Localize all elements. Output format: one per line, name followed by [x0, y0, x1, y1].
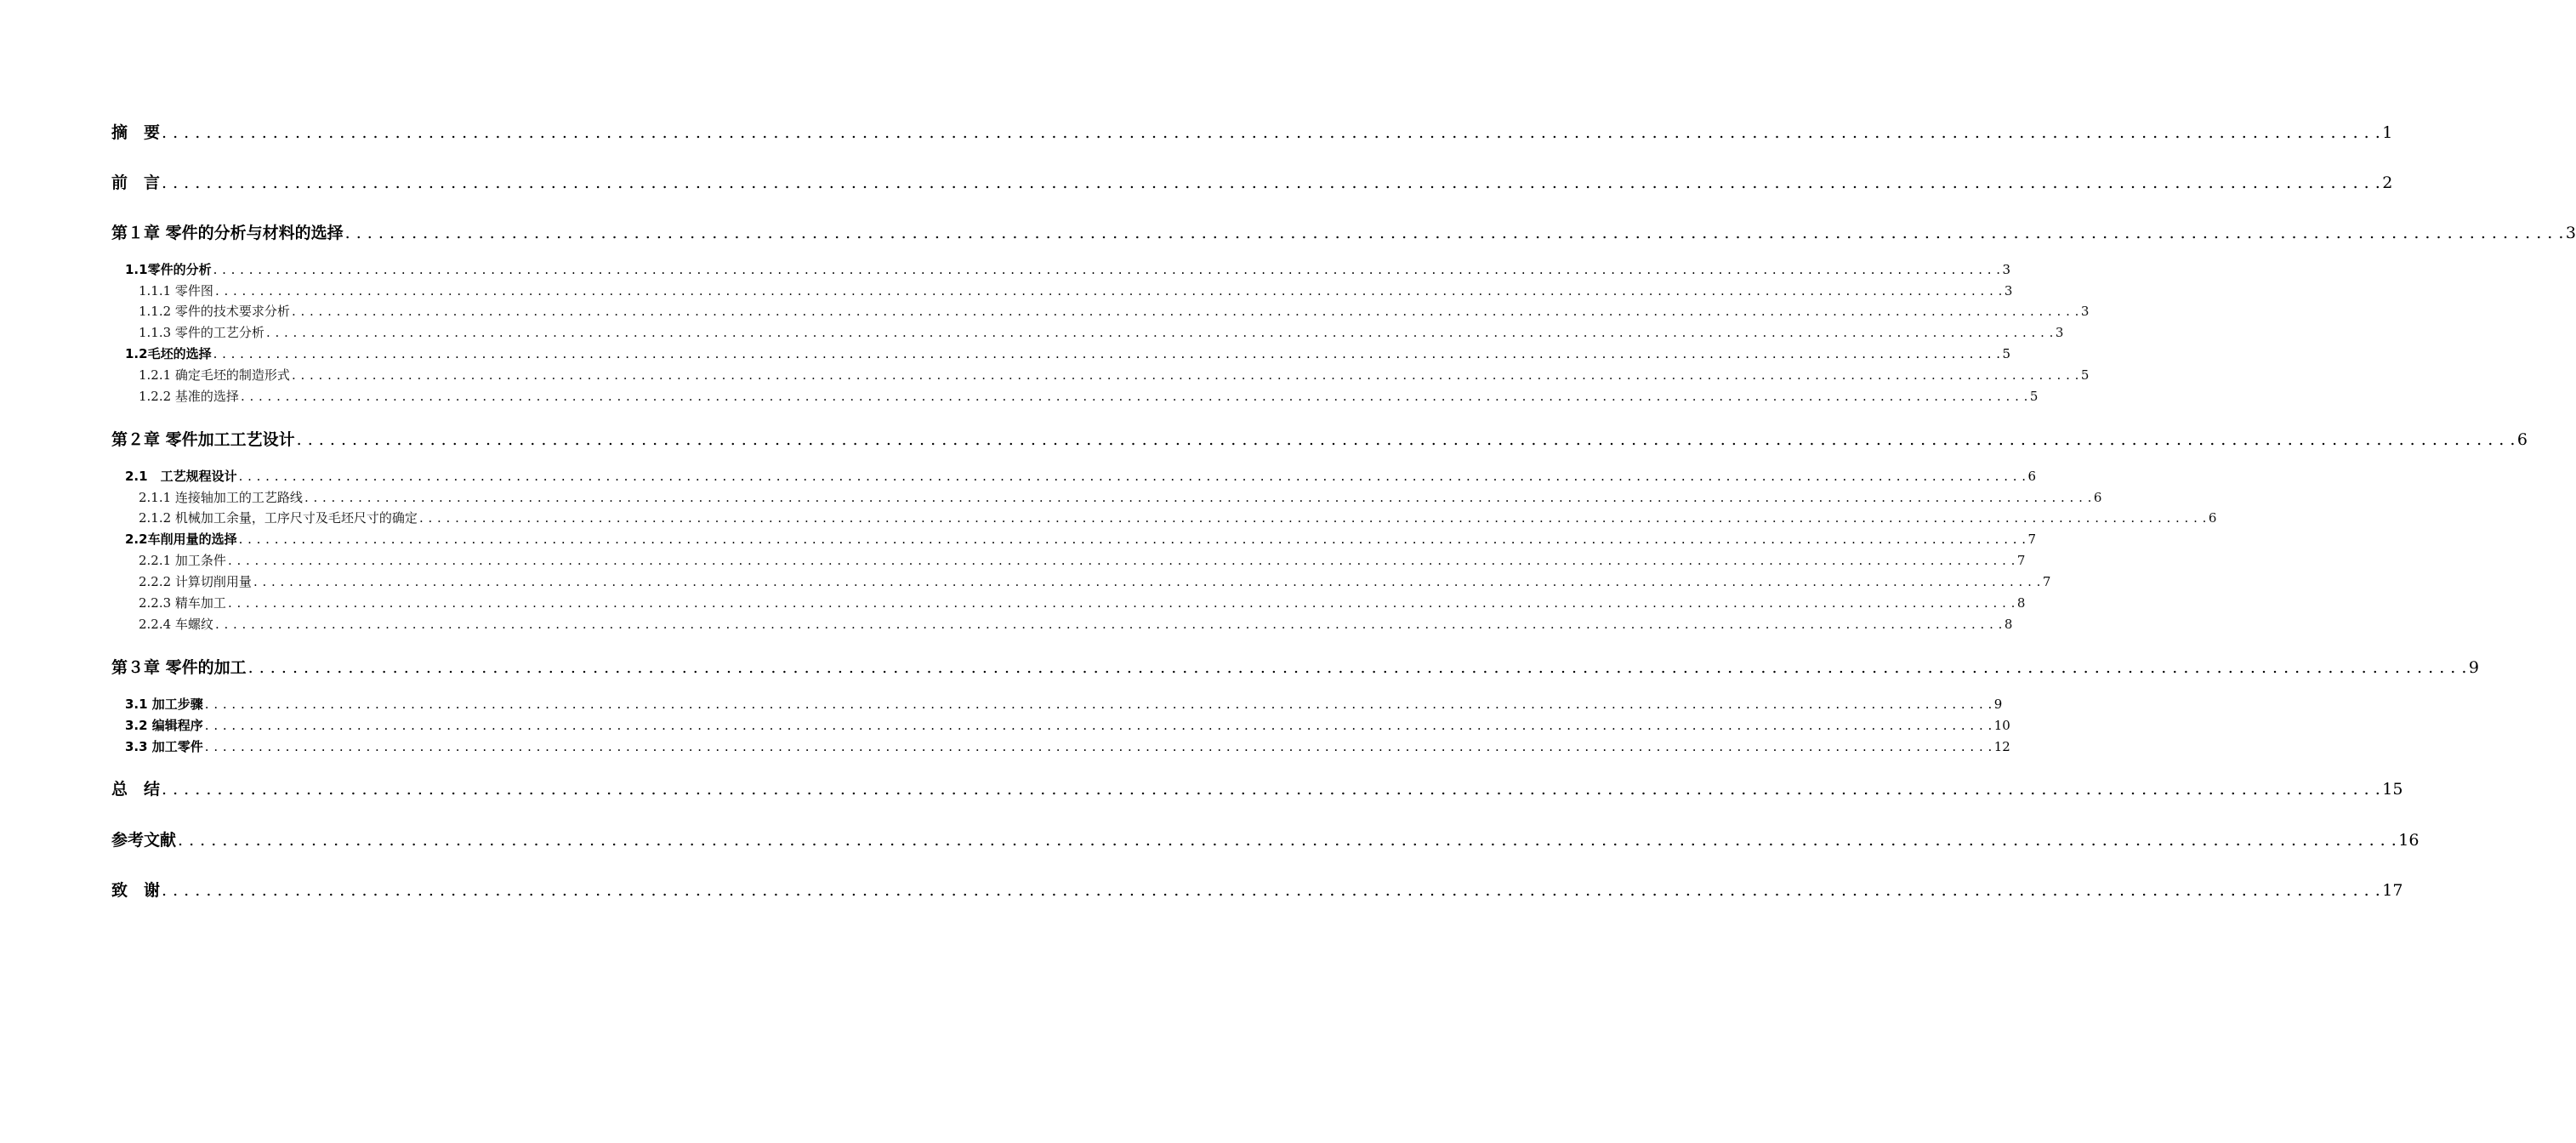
toc-leader-dots: . . . . . . . . . . . . . . . . . . . . . . . . . . . . . . . . . . . . . . . . . . . . . . . . . . . . . . . . . . . . . . . . . . . . . . . . . . . . . . . . . . . . . . . . . . . . . . . . . . . . . . . . . . . . . . . . . . . . . . . . . . . . . . . . . . . . . . . . . . . . . . . . . . . . . . . . . . . . . . . . . . . . . . . . . . . . . . . . . . . . . . . . . . . . . . . . . . . . . . . . — [265, 325, 2054, 340]
toc-page-number: 5 — [2029, 389, 2039, 404]
toc-entry-label: 1.1.2 零件的技术要求分析 — [139, 304, 290, 319]
toc-entry-label: 3.3 加工零件 — [125, 739, 203, 754]
toc-entry[interactable] — [139, 366, 2090, 384]
toc-page-number: 3 — [2565, 224, 2576, 242]
toc-entry[interactable] — [139, 551, 2026, 569]
toc-page-number: 3 — [2002, 262, 2011, 277]
toc-page-number: 5 — [2002, 346, 2011, 361]
toc-page-number: 6 — [2208, 510, 2217, 526]
toc-entry-label: 第２章 零件加工工艺设计 — [111, 430, 295, 449]
toc-entry[interactable] — [125, 467, 2037, 485]
toc-leader-dots: . . . . . . . . . . . . . . . . . . . . . . . . . . . . . . . . . . . . . . . . . . . . . . . . . . . . . . . . . . . . . . . . . . . . . . . . . . . . . . . . . . . . . . . . . . . . . . . . . . . . . . . . . . . . . . . . . . . . . . . . . . . . . . . . . . . . . . . . . . . . . . . . . . . . . . . . . . . . . . . . . . . . . . . . . . . . . . . . . . . . . . . . . . . . . . . . . . . . . . . . — [227, 553, 2016, 568]
toc-entry[interactable] — [139, 594, 2026, 611]
toc-leader-dots: . . . . . . . . . . . . . . . . . . . . . . . . . . . . . . . . . . . . . . . . . . . . . . . . . . . . . . . . . . . . . . . . . . . . . . . . . . . . . . . . . . . . . . . . . . . . . . . . . . . . . . . . . . . . . . . . . . . . . . . . . . . . . . . . . . . . . . . . . . . . . . . . . . . . . . . . . . . . . . . . . . . . . . . . . . . . . . . . . . . . . . . . . . . . . . . . . . . . . . . . — [162, 780, 2381, 799]
toc-entry[interactable] — [125, 344, 2011, 362]
toc-entry-label: 2.2.4 车螺纹 — [139, 617, 213, 632]
toc-entry[interactable] — [139, 615, 2013, 633]
toc-leader-dots: . . . . . . . . . . . . . . . . . . . . . . . . . . . . . . . . . . . . . . . . . . . . . . . . . . . . . . . . . . . . . . . . . . . . . . . . . . . . . . . . . . . . . . . . . . . . . . . . . . . . . . . . . . . . . . . . . . . . . . . . . . . . . . . . . . . . . . . . . . . . . . . . . . . . . . . . . . . . . . . . . . . . . . . . . . . . . . . . . . . . . . . . . . . . . . . . . . . . . . . . — [178, 831, 2397, 850]
toc-page-number: 8 — [2016, 595, 2026, 611]
toc-entry[interactable] — [139, 323, 2064, 341]
toc-entry-label: 1.1.3 零件的工艺分析 — [139, 325, 264, 340]
toc-entry[interactable] — [139, 572, 2051, 590]
toc-entry[interactable] — [139, 387, 2039, 405]
toc-page-number: 3 — [2055, 325, 2064, 340]
toc-leader-dots: . . . . . . . . . . . . . . . . . . . . . . . . . . . . . . . . . . . . . . . . . . . . . . . . . . . . . . . . . . . . . . . . . . . . . . . . . . . . . . . . . . . . . . . . . . . . . . . . . . . . . . . . . . . . . . . . . . . . . . . . . . . . . . . . . . . . . . . . . . . . . . . . . . . . . . . . . . . . . . . . . . . . . . . . . . . . . . . . . . . . . . . . . . . . . . . . . . . . . . . . — [238, 532, 2027, 547]
toc-entry[interactable] — [111, 170, 2393, 193]
toc-entry-label: 第３章 零件的加工 — [111, 658, 247, 677]
toc-leader-dots: . . . . . . . . . . . . . . . . . . . . . . . . . . . . . . . . . . . . . . . . . . . . . . . . . . . . . . . . . . . . . . . . . . . . . . . . . . . . . . . . . . . . . . . . . . . . . . . . . . . . . . . . . . . . . . . . . . . . . . . . . . . . . . . . . . . . . . . . . . . . . . . . . . . . . . . . . . . . . . . . . . . . . . . . . . . . . . . . . . . . . . . . . . . . . . . . . . . . . . . . — [162, 881, 2381, 900]
toc-entry[interactable] — [111, 120, 2393, 143]
toc-entry[interactable] — [139, 488, 2102, 506]
toc-entry-label: 2.1.2 机械加工余量，工序尺寸及毛坯尺寸的确定 — [139, 510, 418, 526]
toc-page-number: 3 — [2080, 304, 2090, 319]
toc-leader-dots: . . . . . . . . . . . . . . . . . . . . . . . . . . . . . . . . . . . . . . . . . . . . . . . . . . . . . . . . . . . . . . . . . . . . . . . . . . . . . . . . . . . . . . . . . . . . . . . . . . . . . . . . . . . . . . . . . . . . . . . . . . . . . . . . . . . . . . . . . . . . . . . . . . . . . . . . . . . . . . . . . . . . . . . . . . . . . . . . . . . . . . . . . . . . . . . . . . . . . . . . — [291, 304, 2079, 319]
toc-entry-label: 总 结 — [111, 780, 161, 799]
toc-entry-label: 1.2毛坯的选择 — [125, 346, 212, 361]
toc-entry[interactable] — [139, 509, 2217, 526]
toc-entry-label: 1.2.2 基准的选择 — [139, 389, 239, 404]
toc-leader-dots: . . . . . . . . . . . . . . . . . . . . . . . . . . . . . . . . . . . . . . . . . . . . . . . . . . . . . . . . . . . . . . . . . . . . . . . . . . . . . . . . . . . . . . . . . . . . . . . . . . . . . . . . . . . . . . . . . . . . . . . . . . . . . . . . . . . . . . . . . . . . . . . . . . . . . . . . . . . . . . . . . . . . . . . . . . . . . . . . . . . . . . . . . . . . . . . . . . . . . . . . — [204, 718, 1993, 733]
toc-entry[interactable] — [111, 655, 2479, 678]
toc-entry[interactable] — [125, 695, 2003, 713]
toc-entry[interactable] — [111, 827, 2420, 850]
toc-entry-label: 致 谢 — [111, 881, 161, 900]
toc-leader-dots: . . . . . . . . . . . . . . . . . . . . . . . . . . . . . . . . . . . . . . . . . . . . . . . . . . . . . . . . . . . . . . . . . . . . . . . . . . . . . . . . . . . . . . . . . . . . . . . . . . . . . . . . . . . . . . . . . . . . . . . . . . . . . . . . . . . . . . . . . . . . . . . . . . . . . . . . . . . . . . . . . . . . . . . . . . . . . . . . . . . . . . . . . . . . . . . . . . . . . . . . — [214, 283, 2003, 299]
toc-entry-label: 参考文献 — [111, 831, 177, 850]
toc-leader-dots: . . . . . . . . . . . . . . . . . . . . . . . . . . . . . . . . . . . . . . . . . . . . . . . . . . . . . . . . . . . . . . . . . . . . . . . . . . . . . . . . . . . . . . . . . . . . . . . . . . . . . . . . . . . . . . . . . . . . . . . . . . . . . . . . . . . . . . . . . . . . . . . . . . . . . . . . . . . . . . . . . . . . . . . . . . . . . . . . . . . . . . . . . . . . . . . . . . . . . . . . — [418, 510, 2207, 526]
toc-leader-dots: . . . . . . . . . . . . . . . . . . . . . . . . . . . . . . . . . . . . . . . . . . . . . . . . . . . . . . . . . . . . . . . . . . . . . . . . . . . . . . . . . . . . . . . . . . . . . . . . . . . . . . . . . . . . . . . . . . . . . . . . . . . . . . . . . . . . . . . . . . . . . . . . . . . . . . . . . . . . . . . . . . . . . . . . . . . . . . . . . . . . . . . . . . . . . . . . . . . . . . . . — [344, 224, 2564, 242]
toc-entry-label: 2.2.2 计算切削用量 — [139, 574, 252, 589]
toc-leader-dots: . . . . . . . . . . . . . . . . . . . . . . . . . . . . . . . . . . . . . . . . . . . . . . . . . . . . . . . . . . . . . . . . . . . . . . . . . . . . . . . . . . . . . . . . . . . . . . . . . . . . . . . . . . . . . . . . . . . . . . . . . . . . . . . . . . . . . . . . . . . . . . . . . . . . . . . . . . . . . . . . . . . . . . . . . . . . . . . . . . . . . . . . . . . . . . . . . . . . . . . . — [227, 595, 2016, 611]
toc-entry-label: 1.1零件的分析 — [125, 262, 212, 277]
toc-entry-label: 2.1 工艺规程设计 — [125, 469, 237, 484]
toc-leader-dots: . . . . . . . . . . . . . . . . . . . . . . . . . . . . . . . . . . . . . . . . . . . . . . . . . . . . . . . . . . . . . . . . . . . . . . . . . . . . . . . . . . . . . . . . . . . . . . . . . . . . . . . . . . . . . . . . . . . . . . . . . . . . . . . . . . . . . . . . . . . . . . . . . . . . . . . . . . . . . . . . . . . . . . . . . . . . . . . . . . . . . . . . . . . . . . . . . . . . . . . . — [214, 617, 2003, 632]
toc-leader-dots: . . . . . . . . . . . . . . . . . . . . . . . . . . . . . . . . . . . . . . . . . . . . . . . . . . . . . . . . . . . . . . . . . . . . . . . . . . . . . . . . . . . . . . . . . . . . . . . . . . . . . . . . . . . . . . . . . . . . . . . . . . . . . . . . . . . . . . . . . . . . . . . . . . . . . . . . . . . . . . . . . . . . . . . . . . . . . . . . . . . . . . . . . . . . . . . . . . . . . . . . — [204, 739, 1993, 754]
toc-leader-dots: . . . . . . . . . . . . . . . . . . . . . . . . . . . . . . . . . . . . . . . . . . . . . . . . . . . . . . . . . . . . . . . . . . . . . . . . . . . . . . . . . . . . . . . . . . . . . . . . . . . . . . . . . . . . . . . . . . . . . . . . . . . . . . . . . . . . . . . . . . . . . . . . . . . . . . . . . . . . . . . . . . . . . . . . . . . . . . . . . . . . . . . . . . . . . . . . . . . . . . . . — [240, 389, 2028, 404]
toc-entry[interactable] — [139, 302, 2090, 320]
toc-entry-label: 摘 要 — [111, 123, 161, 142]
toc-page-number: 6 — [2027, 469, 2037, 484]
toc-entry[interactable] — [139, 281, 2013, 299]
toc-entry[interactable] — [125, 716, 2010, 734]
toc-leader-dots: . . . . . . . . . . . . . . . . . . . . . . . . . . . . . . . . . . . . . . . . . . . . . . . . . . . . . . . . . . . . . . . . . . . . . . . . . . . . . . . . . . . . . . . . . . . . . . . . . . . . . . . . . . . . . . . . . . . . . . . . . . . . . . . . . . . . . . . . . . . . . . . . . . . . . . . . . . . . . . . . . . . . . . . . . . . . . . . . . . . . . . . . . . . . . . . . . . . . . . . . — [291, 367, 2079, 383]
toc-page-number: 6 — [2516, 430, 2528, 449]
toc-leader-dots: . . . . . . . . . . . . . . . . . . . . . . . . . . . . . . . . . . . . . . . . . . . . . . . . . . . . . . . . . . . . . . . . . . . . . . . . . . . . . . . . . . . . . . . . . . . . . . . . . . . . . . . . . . . . . . . . . . . . . . . . . . . . . . . . . . . . . . . . . . . . . . . . . . . . . . . . . . . . . . . . . . . . . . . . . . . . . . . . . . . . . . . . . . . . . . . . . . . . . . . . — [238, 469, 2027, 484]
toc-entry-label: 1.1.1 零件图 — [139, 283, 213, 299]
toc-entry-label: 2.2.1 加工条件 — [139, 553, 226, 568]
toc-entry[interactable] — [125, 737, 2010, 755]
toc-entry[interactable] — [125, 530, 2037, 548]
toc-leader-dots: . . . . . . . . . . . . . . . . . . . . . . . . . . . . . . . . . . . . . . . . . . . . . . . . . . . . . . . . . . . . . . . . . . . . . . . . . . . . . . . . . . . . . . . . . . . . . . . . . . . . . . . . . . . . . . . . . . . . . . . . . . . . . . . . . . . . . . . . . . . . . . . . . . . . . . . . . . . . . . . . . . . . . . . . . . . . . . . . . . . . . . . . . . . . . . . . . . . . . . . . — [213, 346, 2001, 361]
toc-entry[interactable] — [111, 878, 2403, 901]
toc-entry[interactable] — [111, 776, 2403, 799]
toc-leader-dots: . . . . . . . . . . . . . . . . . . . . . . . . . . . . . . . . . . . . . . . . . . . . . . . . . . . . . . . . . . . . . . . . . . . . . . . . . . . . . . . . . . . . . . . . . . . . . . . . . . . . . . . . . . . . . . . . . . . . . . . . . . . . . . . . . . . . . . . . . . . . . . . . . . . . . . . . . . . . . . . . . . . . . . . . . . . . . . . . . . . . . . . . . . . . . . . . . . . . . . . . — [253, 574, 2041, 589]
toc-leader-dots: . . . . . . . . . . . . . . . . . . . . . . . . . . . . . . . . . . . . . . . . . . . . . . . . . . . . . . . . . . . . . . . . . . . . . . . . . . . . . . . . . . . . . . . . . . . . . . . . . . . . . . . . . . . . . . . . . . . . . . . . . . . . . . . . . . . . . . . . . . . . . . . . . . . . . . . . . . . . . . . . . . . . . . . . . . . . . . . . . . . . . . . . . . . . . . . . . . . . . . . . — [247, 658, 2467, 677]
toc-page-number: 7 — [2016, 553, 2026, 568]
toc-entry[interactable] — [111, 220, 2576, 243]
toc-page-number: 9 — [2468, 658, 2479, 677]
toc-entry[interactable] — [111, 427, 2528, 450]
toc-entry-label: 2.2.3 精车加工 — [139, 595, 226, 611]
toc-entry-label: 第１章 零件的分析与材料的选择 — [111, 224, 344, 242]
toc-page-number: 5 — [2080, 367, 2090, 383]
toc-page-number: 16 — [2398, 831, 2420, 850]
toc-leader-dots: . . . . . . . . . . . . . . . . . . . . . . . . . . . . . . . . . . . . . . . . . . . . . . . . . . . . . . . . . . . . . . . . . . . . . . . . . . . . . . . . . . . . . . . . . . . . . . . . . . . . . . . . . . . . . . . . . . . . . . . . . . . . . . . . . . . . . . . . . . . . . . . . . . . . . . . . . . . . . . . . . . . . . . . . . . . . . . . . . . . . . . . . . . . . . . . . . . . . . . . . — [213, 262, 2001, 277]
toc-entry[interactable] — [125, 260, 2011, 278]
toc-page-number: 15 — [2382, 780, 2403, 799]
toc-page-number: 2 — [2382, 173, 2393, 192]
toc-leader-dots: . . . . . . . . . . . . . . . . . . . . . . . . . . . . . . . . . . . . . . . . . . . . . . . . . . . . . . . . . . . . . . . . . . . . . . . . . . . . . . . . . . . . . . . . . . . . . . . . . . . . . . . . . . . . . . . . . . . . . . . . . . . . . . . . . . . . . . . . . . . . . . . . . . . . . . . . . . . . . . . . . . . . . . . . . . . . . . . . . . . . . . . . . . . . . . . . . . . . . . . . — [296, 430, 2516, 449]
toc-entry-label: 2.2车削用量的选择 — [125, 532, 237, 547]
toc-leader-dots: . . . . . . . . . . . . . . . . . . . . . . . . . . . . . . . . . . . . . . . . . . . . . . . . . . . . . . . . . . . . . . . . . . . . . . . . . . . . . . . . . . . . . . . . . . . . . . . . . . . . . . . . . . . . . . . . . . . . . . . . . . . . . . . . . . . . . . . . . . . . . . . . . . . . . . . . . . . . . . . . . . . . . . . . . . . . . . . . . . . . . . . . . . . . . . . . . . . . . . . . — [162, 123, 2381, 142]
toc-leader-dots: . . . . . . . . . . . . . . . . . . . . . . . . . . . . . . . . . . . . . . . . . . . . . . . . . . . . . . . . . . . . . . . . . . . . . . . . . . . . . . . . . . . . . . . . . . . . . . . . . . . . . . . . . . . . . . . . . . . . . . . . . . . . . . . . . . . . . . . . . . . . . . . . . . . . . . . . . . . . . . . . . . . . . . . . . . . . . . . . . . . . . . . . . . . . . . . . . . . . . . . . — [204, 697, 1993, 712]
toc-page-number: 9 — [1993, 697, 2003, 712]
toc-leader-dots: . . . . . . . . . . . . . . . . . . . . . . . . . . . . . . . . . . . . . . . . . . . . . . . . . . . . . . . . . . . . . . . . . . . . . . . . . . . . . . . . . . . . . . . . . . . . . . . . . . . . . . . . . . . . . . . . . . . . . . . . . . . . . . . . . . . . . . . . . . . . . . . . . . . . . . . . . . . . . . . . . . . . . . . . . . . . . . . . . . . . . . . . . . . . . . . . . . . . . . . . — [304, 490, 2092, 505]
toc-page-number: 1 — [2382, 123, 2393, 142]
toc-entry-label: 1.2.1 确定毛坯的制造形式 — [139, 367, 290, 383]
toc-entry-label: 3.2 编辑程序 — [125, 718, 203, 733]
toc-page-number: 17 — [2382, 881, 2403, 900]
toc-page-number: 10 — [1993, 718, 2010, 733]
toc-entry-label: 3.1 加工步骤 — [125, 697, 203, 712]
toc-leader-dots: . . . . . . . . . . . . . . . . . . . . . . . . . . . . . . . . . . . . . . . . . . . . . . . . . . . . . . . . . . . . . . . . . . . . . . . . . . . . . . . . . . . . . . . . . . . . . . . . . . . . . . . . . . . . . . . . . . . . . . . . . . . . . . . . . . . . . . . . . . . . . . . . . . . . . . . . . . . . . . . . . . . . . . . . . . . . . . . . . . . . . . . . . . . . . . . . . . . . . . . . — [162, 173, 2381, 192]
toc-entry-label: 2.1.1 连接轴加工的工艺路线 — [139, 490, 303, 505]
toc-page-number: 3 — [2004, 283, 2013, 299]
toc-page-number: 6 — [2093, 490, 2102, 505]
toc-page-number: 8 — [2004, 617, 2013, 632]
toc-page-number: 12 — [1993, 739, 2010, 754]
toc-page-number: 7 — [2042, 574, 2051, 589]
toc-entry-label: 前 言 — [111, 173, 161, 192]
toc-page-number: 7 — [2027, 532, 2037, 547]
